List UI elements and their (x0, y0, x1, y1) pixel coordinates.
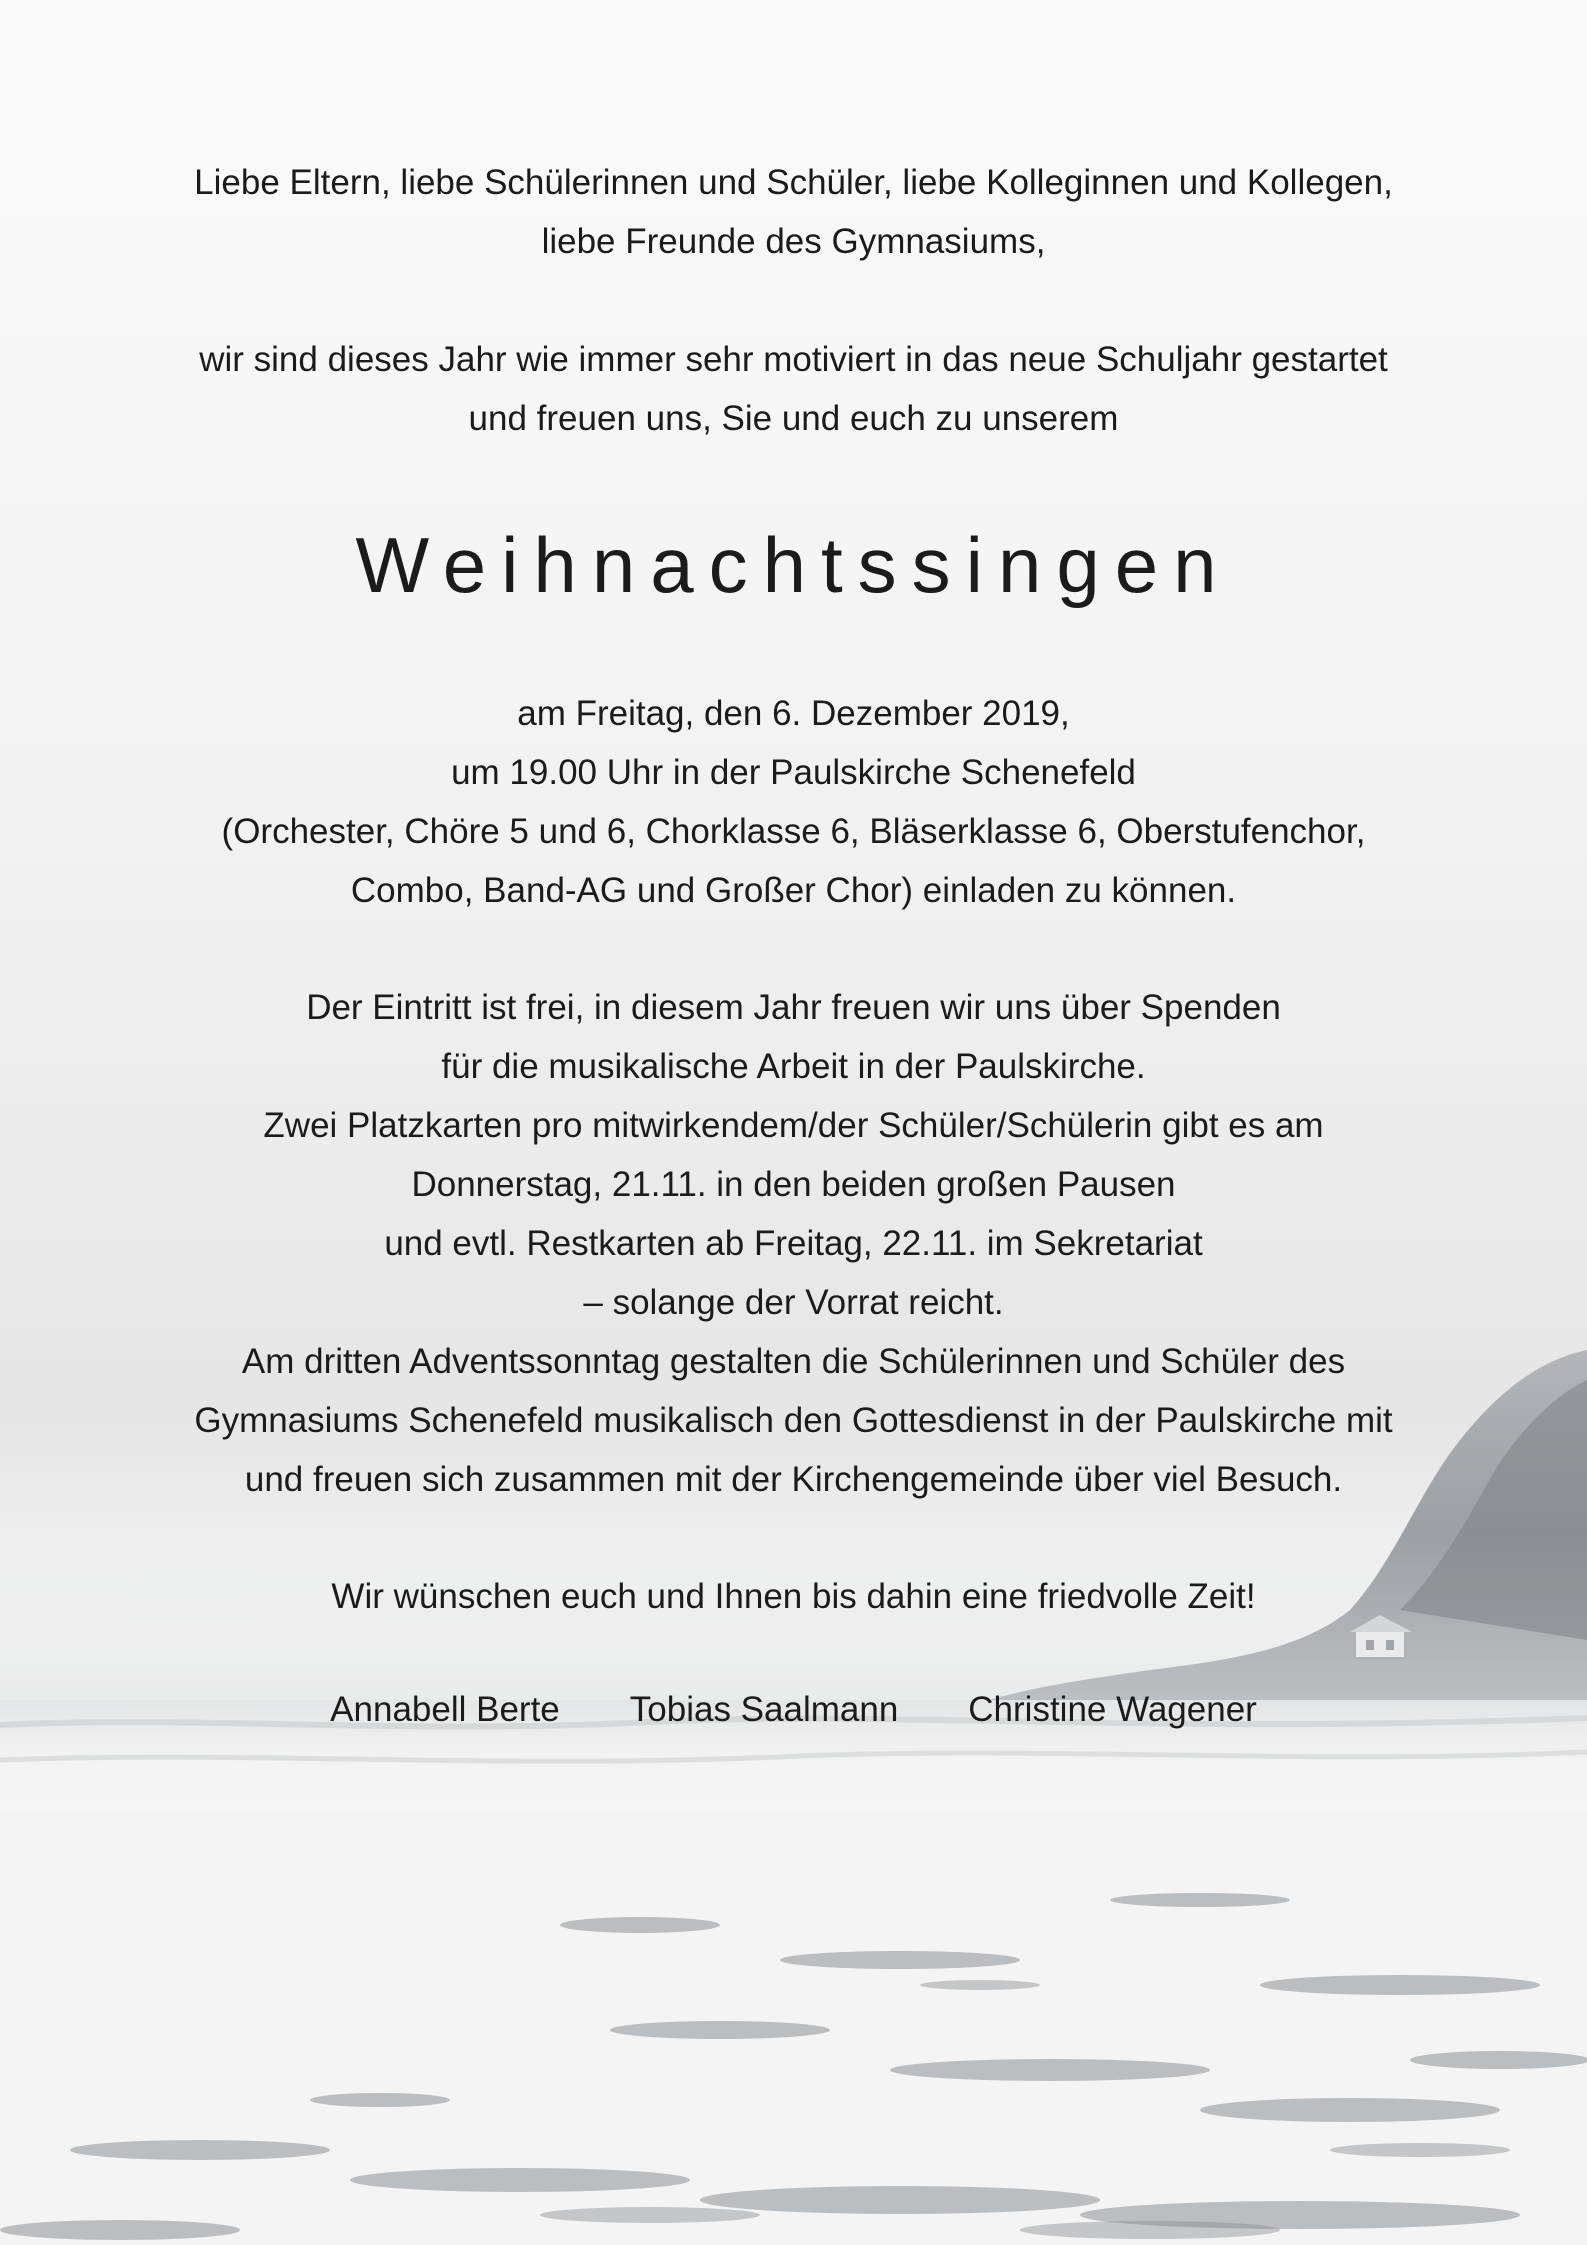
info-line-3: Zwei Platzkarten pro mitwirkendem/der Schüler/Schülerin gibt es am (263, 1106, 1324, 1145)
closing-line: Wir wünschen euch und Ihnen bis dahin eine friedvolle Zeit! (331, 1577, 1256, 1616)
info-line-2: für die musikalische Arbeit in der Paulskirche. (441, 1047, 1146, 1086)
intro-line-1: wir sind dieses Jahr wie immer sehr motiviert in das neue Schuljahr gestartet (199, 340, 1388, 379)
info-line-7: Am dritten Adventssonntag gestalten die Schülerinnen und Schüler des (241, 1342, 1346, 1381)
signature-3: Christine Wagener (968, 1690, 1257, 1729)
info-line-6: – solange der Vorrat reicht. (583, 1283, 1004, 1322)
signature-1: Annabell Berte (330, 1690, 560, 1729)
details-line-4: Combo, Band-AG und Großer Chor) einladen zu können. (350, 871, 1237, 910)
greeting-line-1: Liebe Eltern, liebe Schülerinnen und Schüler, liebe Kolleginnen und Kollegen, (194, 163, 1393, 202)
info-line-5: und evtl. Restkarten ab Freitag, 22.11. im Sekretariat (384, 1224, 1203, 1263)
intro-line-2: und freuen uns, Sie und euch zu unserem (468, 399, 1119, 438)
info-line-1: Der Eintritt ist frei, in diesem Jahr freuen wir uns über Spenden (306, 988, 1281, 1027)
info-line-8: Gymnasiums Schenefeld musikalisch den Gottesdienst in der Paulskirche mit (194, 1401, 1393, 1440)
info-line-9: und freuen sich zusammen mit der Kirchengemeinde über viel Besuch. (244, 1460, 1343, 1499)
signature-2: Tobias Saalmann (629, 1690, 899, 1729)
event-title: Weihnachtssingen (355, 521, 1232, 609)
details-line-1: am Freitag, den 6. Dezember 2019, (517, 694, 1070, 733)
greeting-line-2: liebe Freunde des Gymnasiums, (541, 222, 1046, 261)
details-line-3: (Orchester, Chöre 5 und 6, Chorklasse 6, Bläserklasse 6, Oberstufenchor, (221, 812, 1366, 851)
details-line-2: um 19.00 Uhr in der Paulskirche Schenefeld (451, 753, 1136, 792)
signatures (0, 1690, 1587, 1730)
info-line-4: Donnerstag, 21.11. in den beiden großen Pausen (411, 1165, 1176, 1204)
